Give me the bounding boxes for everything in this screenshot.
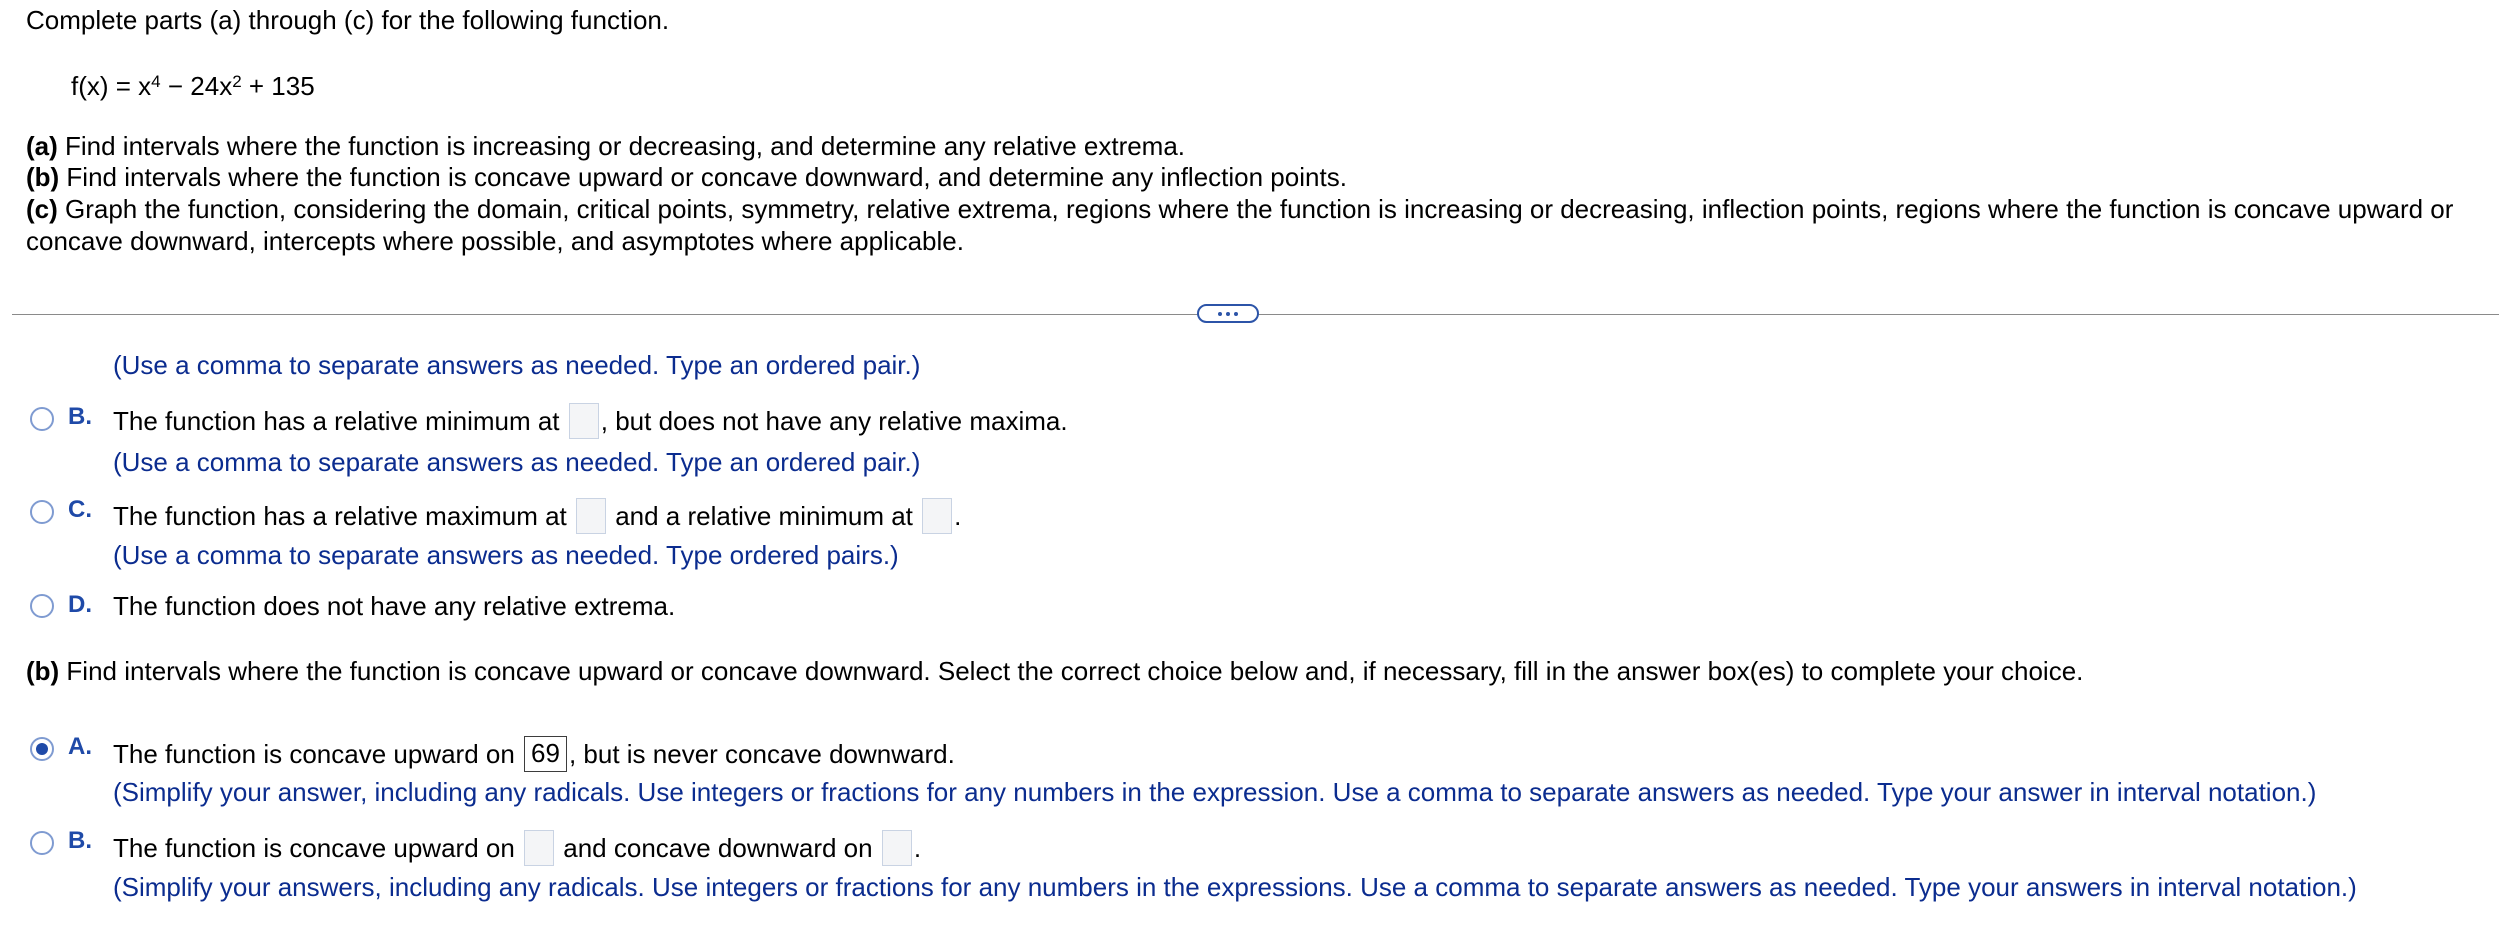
- extrema-choice-c-post: .: [954, 501, 962, 531]
- function-mid: − 24x: [160, 71, 233, 101]
- extrema-choice-d-text: The function does not have any relative extrema.: [113, 591, 676, 621]
- extrema-choice-b-post: , but does not have any relative maxima.: [600, 406, 1068, 436]
- part-a-description: [26, 130, 1185, 162]
- relative-maximum-input[interactable]: [576, 498, 606, 534]
- extrema-choice-b-text: [113, 405, 1068, 441]
- part-b-text: Find intervals where the function is concave upward or concave downward, and determine any inflection points.: [59, 162, 1347, 192]
- concavity-choice-b-post: .: [913, 833, 922, 863]
- part-c-description-cont: concave downward, intercepts where possible, and asymptotes where applicable.: [26, 226, 964, 256]
- concavity-choice-b-pre: The function is concave upward on: [113, 833, 523, 863]
- extrema-choice-c-hint: (Use a comma to separate answers as needed. Type ordered pairs.): [113, 540, 899, 570]
- function-tail: + 135: [241, 71, 315, 101]
- choice-a-hint-text: (Use a comma to separate answers as needed. Type an ordered pair.): [113, 354, 921, 380]
- function-formula: [71, 70, 315, 102]
- extrema-choice-d-letter: D.: [68, 591, 92, 618]
- extrema-choice-c-pre: The function has a relative maximum at: [113, 501, 574, 531]
- relative-minimum-input[interactable]: [569, 403, 599, 439]
- concave-downward-input[interactable]: [882, 830, 912, 866]
- extrema-choice-c-radio[interactable]: [30, 500, 54, 524]
- extrema-choice-d-radio[interactable]: [30, 594, 54, 618]
- part-a-label: (a): [26, 131, 58, 161]
- concavity-question-text: Find intervals where the function is concave upward or concave downward. Select the correct choice below and, if necessary, fill in the answer box(es) to complete your choice.: [59, 656, 2084, 686]
- concave-upward-answer-input[interactable]: 69: [524, 736, 567, 772]
- function-lhs: f(x) = x: [71, 71, 152, 101]
- extrema-choice-b-hint: (Use a comma to separate answers as needed. Type an ordered pair.): [113, 447, 921, 477]
- expand-more-button[interactable]: [1197, 304, 1259, 323]
- extrema-choice-c-text: [113, 500, 961, 536]
- concavity-choice-b-text: [113, 832, 921, 868]
- instructions: Complete parts (a) through (c) for the following function.: [26, 5, 670, 35]
- dot-icon: [1234, 312, 1238, 316]
- concavity-choice-b-radio[interactable]: [30, 831, 54, 855]
- concavity-choice-a-hint: (Simplify your answer, including any radicals. Use integers or fractions for any numbers in the expression. Use a comma to separate answers as needed. Type your answer in interval notation.): [113, 777, 2317, 807]
- extrema-choice-b-pre: The function has a relative minimum at: [113, 406, 567, 436]
- part-c-label: (c): [26, 194, 58, 224]
- concavity-choice-b-hint: (Simplify your answers, including any radicals. Use integers or fractions for any numbers in the expressions. Use a comma to separate answers as needed. Type your answers in interval notation.): [113, 872, 2357, 902]
- concavity-question: [26, 655, 2083, 687]
- choice-a-hint-partial: [113, 354, 920, 380]
- concavity-choice-a-pre: The function is concave upward on: [113, 739, 523, 769]
- relative-minimum-input-c[interactable]: [922, 498, 952, 534]
- part-b-label: (b): [26, 162, 60, 192]
- concavity-choice-a-text: [113, 738, 955, 774]
- extrema-choice-b-radio[interactable]: [30, 407, 54, 431]
- extrema-choice-c-letter: C.: [68, 496, 92, 523]
- part-c-description: [26, 193, 2453, 225]
- dot-icon: [1218, 312, 1222, 316]
- part-a-text: Find intervals where the function is increasing or decreasing, and determine any relative extrema.: [57, 131, 1186, 161]
- part-b-description: [26, 161, 1347, 193]
- extrema-choice-b-letter: B.: [68, 403, 92, 430]
- exponent-2: 2: [232, 72, 242, 91]
- concavity-question-label: (b): [26, 656, 60, 686]
- concavity-choice-a-radio[interactable]: [30, 737, 54, 761]
- concavity-choice-a-post: , but is never concave downward.: [568, 739, 955, 769]
- part-c-text: Graph the function, considering the domain, critical points, symmetry, relative extrema, regions where the function is increasing or decreasing, inflection points, regions where the function is concave upward or: [57, 194, 2454, 224]
- exponent-4: 4: [151, 72, 161, 91]
- extrema-choice-c-mid: and a relative minimum at: [607, 501, 921, 531]
- concavity-choice-b-mid: and concave downward on: [556, 833, 880, 863]
- dot-icon: [1226, 312, 1230, 316]
- concavity-choice-a-letter: A.: [68, 733, 92, 760]
- concave-upward-input[interactable]: [524, 830, 554, 866]
- concavity-choice-b-letter: B.: [68, 827, 92, 854]
